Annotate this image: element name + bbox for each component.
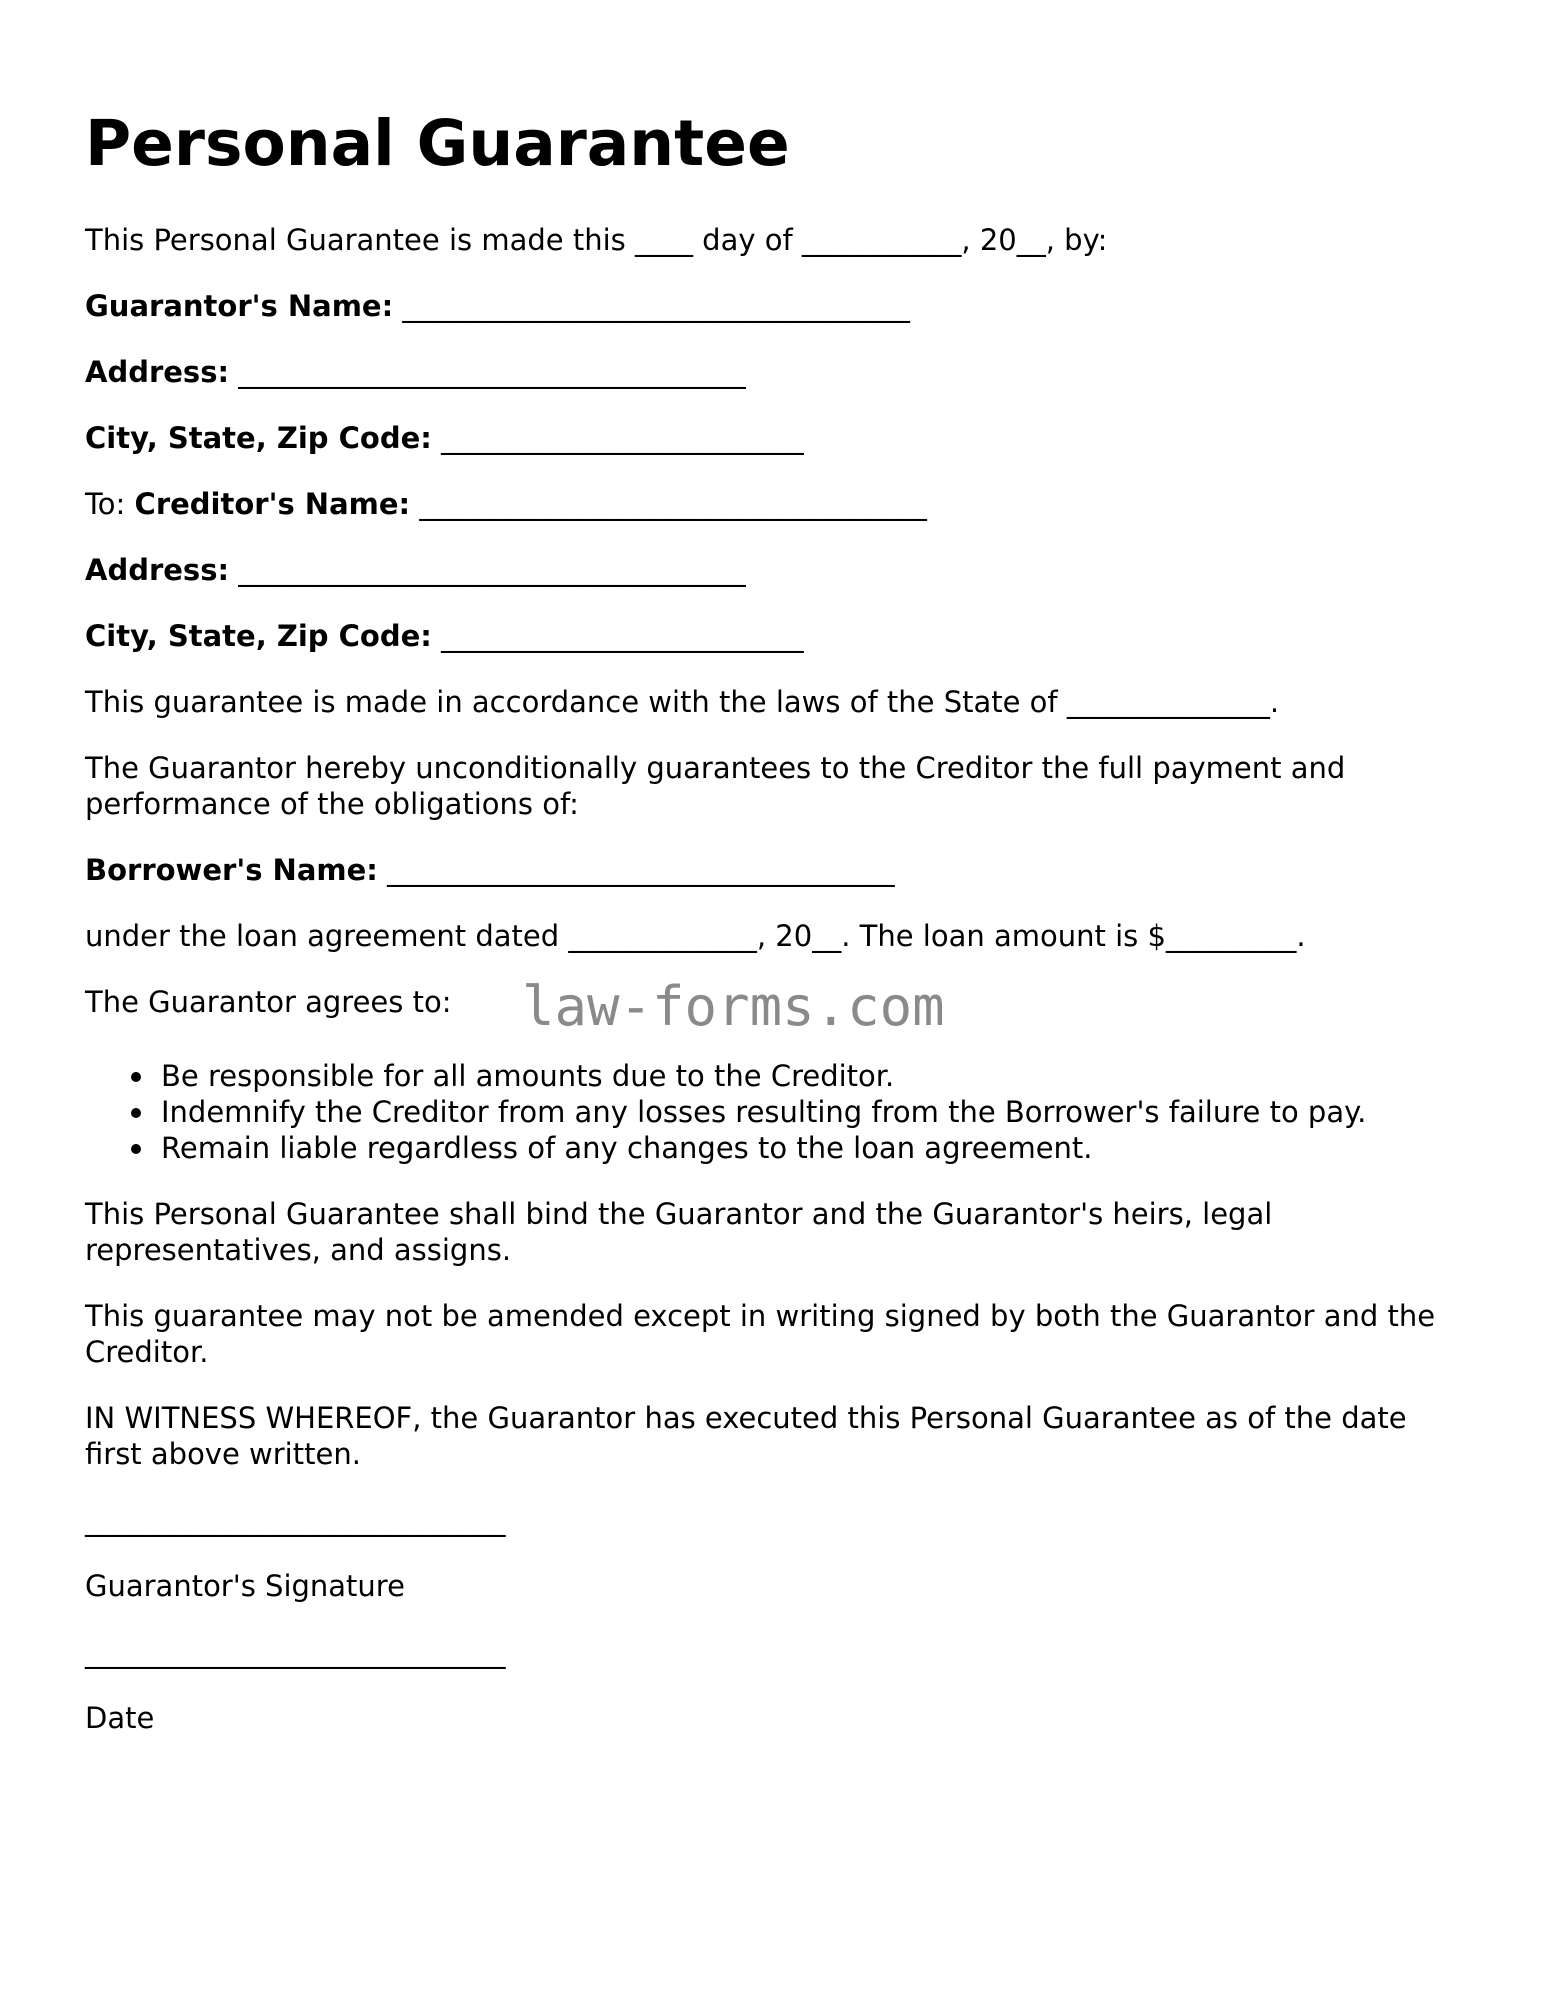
borrower-name-label: Borrower's Name:: [85, 853, 378, 887]
guarantor-name-line: [85, 288, 910, 324]
bullet-icon: [131, 1108, 141, 1118]
guarantor-address-label: Address:: [85, 355, 230, 389]
guarantor-name-label: Guarantor's Name:: [85, 289, 394, 323]
date-label: Date: [85, 1701, 155, 1735]
agreement-text: Indemnify the Creditor from any losses resulting from the Borrower's failure to pay.: [161, 1095, 1367, 1129]
borrower-name-blank: ___________________________________: [387, 853, 895, 887]
agrees-label: The Guarantor agrees to:: [85, 985, 452, 1019]
guarantor-city-line: [85, 420, 804, 456]
binding-clause: This Personal Guarantee shall bind the Guarantor and the Guarantor's heirs, legal representatives, and assigns.: [85, 1197, 1273, 1267]
list-item: [85, 1130, 1366, 1166]
agreements-list: [85, 1058, 1366, 1166]
list-item: [85, 1058, 1366, 1094]
loan-clause: under the loan agreement dated _____________, 20__. The loan amount is $_________.: [85, 919, 1306, 953]
creditor-city-label: City, State, Zip Code:: [85, 619, 432, 653]
list-item: [85, 1094, 1366, 1130]
signature-line: _____________________________: [85, 1503, 506, 1537]
intro-line: This Personal Guarantee is made this ____ day of ___________, 20__, by:: [85, 223, 1108, 257]
creditor-city-blank: _________________________: [441, 619, 804, 653]
bullet-icon: [131, 1144, 141, 1154]
agreement-text: Be responsible for all amounts due to the Creditor.: [161, 1059, 895, 1093]
agreement-text: Remain liable regardless of any changes to the loan agreement.: [161, 1131, 1093, 1165]
page-title: Personal Guarantee: [85, 107, 790, 180]
guarantor-city-blank: _________________________: [441, 421, 804, 455]
creditor-name-line: [85, 486, 927, 522]
creditor-city-line: [85, 618, 804, 654]
creditor-name-blank: ___________________________________: [419, 487, 927, 521]
obligation-clause: The Guarantor hereby unconditionally guarantees to the Creditor the full payment and performance of the obligations of:: [85, 751, 1346, 821]
guarantor-city-label: City, State, Zip Code:: [85, 421, 432, 455]
creditor-name-label: Creditor's Name:: [134, 487, 411, 521]
witness-clause: IN WITNESS WHEREOF, the Guarantor has executed this Personal Guarantee as of the date first above written.: [85, 1401, 1407, 1471]
creditor-address-blank: ___________________________________: [238, 553, 746, 587]
bullet-icon: [131, 1072, 141, 1082]
watermark-logo: law-forms.com: [522, 975, 945, 1038]
signature-label: Guarantor's Signature: [85, 1569, 405, 1603]
date-line: _____________________________: [85, 1635, 506, 1669]
creditor-address-line: [85, 552, 746, 588]
borrower-name-line: [85, 852, 895, 888]
guarantor-address-line: [85, 354, 746, 390]
creditor-address-label: Address:: [85, 553, 230, 587]
guarantor-name-blank: ___________________________________: [402, 289, 910, 323]
amendment-clause: This guarantee may not be amended except in writing signed by both the Guarantor and the Creditor.: [85, 1299, 1436, 1369]
guarantor-address-blank: ___________________________________: [238, 355, 746, 389]
creditor-to-label: To:: [85, 487, 126, 521]
state-clause: This guarantee is made in accordance with the laws of the State of ______________.: [85, 685, 1280, 719]
